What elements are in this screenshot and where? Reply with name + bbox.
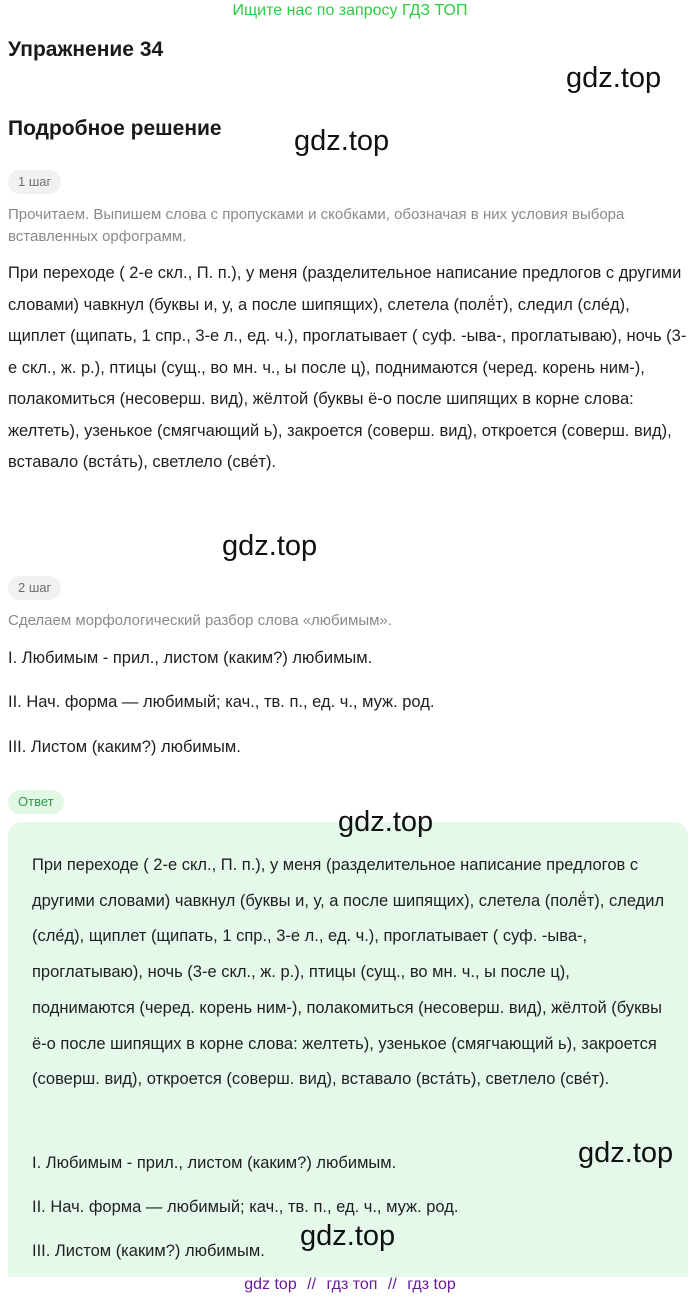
exercise-title: Упражнение 34 xyxy=(8,38,164,61)
step-2-badge: 2 шаг xyxy=(8,576,61,600)
step-1-badge: 1 шаг xyxy=(8,170,61,194)
step-2-hint: Сделаем морфологический разбор слова «любимым». xyxy=(8,612,392,629)
watermark: gdz.top xyxy=(300,1220,396,1252)
morph-line-3: III. Листом (каким?) любимым. xyxy=(8,738,241,756)
answer-text: При переходе ( 2-е скл., П. п.), у меня (разделительное написание предлогов с другими словами) чавкнул (буквы и, у, а после шипящих), слетела (полё́т), следил (сле́д), щиплет (щипать, 1 спр., 3-е л., ед. ч.), проглатывает ( суф. -ыва-, проглатываю), ночь (3-е скл., ж. р.), птицы (сущ., во мн. ч., ы после ц), поднимаются (черед. корень ним-), полакомиться (несоверш. вид), жёлтой (буквы ё-о после шипящих в корне слова: желтеть), узенькое (смягчающий ь), закроется (соверш. вид), откроется (соверш. вид), вставало (вста́ть), светлело (све́т). xyxy=(32,856,665,1089)
watermark: gdz.top xyxy=(578,1137,674,1169)
footer-separator: // xyxy=(307,1276,317,1293)
footer-link-gdz-top-ru[interactable]: гдз топ xyxy=(326,1276,378,1293)
answer-morph-line-2: II. Нач. форма — любимый; кач., тв. п., ед. ч., муж. род. xyxy=(32,1198,459,1216)
footer-link-gdz-top-mixed[interactable]: гдз top xyxy=(407,1276,456,1293)
watermark: gdz.top xyxy=(338,806,434,838)
footer-links xyxy=(0,1274,700,1296)
footer-link-gdz-top[interactable]: gdz top xyxy=(244,1276,297,1293)
footer-separator: // xyxy=(387,1276,397,1293)
answer-morph-line-1: I. Любимым - прил., листом (каким?) любимым. xyxy=(32,1154,397,1172)
solution-title: Подробное решение xyxy=(8,117,222,140)
watermark: gdz.top xyxy=(566,62,662,94)
answer-morph-line-3: III. Листом (каким?) любимым. xyxy=(32,1242,265,1260)
top-banner[interactable]: Ищите нас по запросу ГДЗ ТОП xyxy=(232,2,468,19)
morph-line-1: I. Любимым - прил., листом (каким?) любимым. xyxy=(8,649,373,667)
answer-badge: Ответ xyxy=(8,790,64,814)
step-1-text: При переходе ( 2-е скл., П. п.), у меня (разделительное написание предлогов с другими словами) чавкнул (буквы и, у, а после шипящих), слетела (полё́т), следил (сле́д), щиплет (щипать, 1 спр., 3-е л., ед. ч.), проглатывает ( суф. -ыва-, проглатываю), ночь (3-е скл., ж. р.), птицы (сущ., во мн. ч., ы после ц), поднимаются (черед. корень ним-), полакомиться (несоверш. вид), жёлтой (буквы ё-о после шипящих в корне слова: желтеть), узенькое (смягчающий ь), закроется (соверш. вид), откроется (соверш. вид), вставало (вста́ть), светлело (све́т). xyxy=(8,264,687,471)
morph-line-2: II. Нач. форма — любимый; кач., тв. п., ед. ч., муж. род. xyxy=(8,693,435,711)
step-1-hint: Прочитаем. Выпишем слова с пропусками и скобками, обозначая в них условия выбора вставленных орфограмм. xyxy=(8,206,625,245)
watermark: gdz.top xyxy=(222,530,318,562)
watermark: gdz.top xyxy=(294,125,390,157)
